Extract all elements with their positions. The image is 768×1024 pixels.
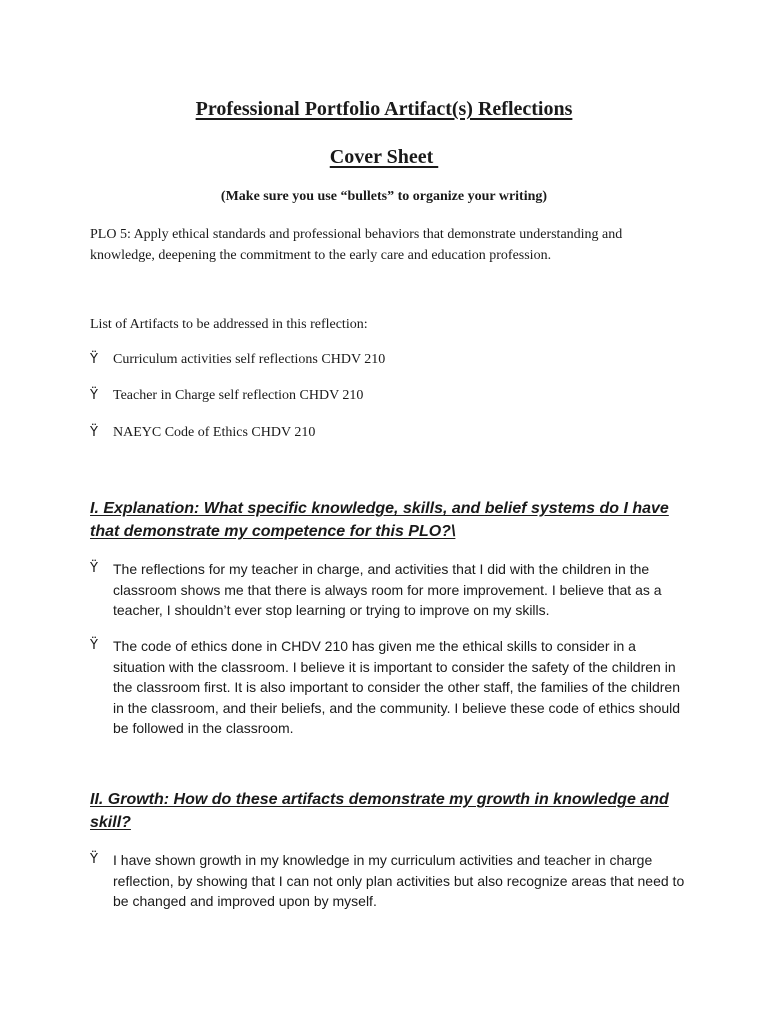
artifact-label: NAEYC Code of Ethics CHDV 210 bbox=[113, 425, 316, 440]
explanation-bullet bbox=[90, 559, 690, 621]
section-heading-explanation: I. Explanation: What specific knowledge, skills, and belief systems do I have that demonstrate my competence for this PLO?\ bbox=[90, 500, 669, 540]
bullet-text: The code of ethics done in CHDV 210 has given me the ethical skills to consider in a situation with the classroom. I believe it is important to consider the safety of the children in the classroom first. It is also important to consider the other staff, the families of the children in the classroom, and their beliefs, and the community. I believe these code of ethics should be followed in the classroom. bbox=[113, 638, 681, 736]
bullet-icon: Ÿ bbox=[90, 852, 98, 867]
artifact-list-intro: List of Artifacts to be addressed in this reflection: bbox=[90, 317, 368, 332]
bullet-icon: Ÿ bbox=[90, 561, 98, 576]
section-heading-growth: II. Growth: How do these artifacts demonstrate my growth in knowledge and skill? bbox=[90, 791, 669, 831]
artifact-label: Curriculum activities self reflections CHDV 210 bbox=[113, 352, 386, 367]
bullet-icon: Ÿ bbox=[90, 425, 98, 440]
explanation-bullet bbox=[90, 636, 690, 739]
bullet-text: The reflections for my teacher in charge, and activities that I did with the children in the classroom shows me that there is always room for more improvement. I believe that as a teacher, I shouldn’t ever stop learning or trying to improve on my skills. bbox=[113, 561, 662, 618]
bullet-text: I have shown growth in my knowledge in my curriculum activities and teacher in charge reflection, by showing that I can not only plan activities but also recognize areas that need to be changed and improved upon by myself. bbox=[113, 852, 685, 909]
bullet-icon: Ÿ bbox=[90, 388, 98, 403]
bullet-icon: Ÿ bbox=[90, 352, 98, 367]
document-subtitle: Cover Sheet bbox=[329, 146, 439, 168]
plo-statement: PLO 5: Apply ethical standards and professional behaviors that demonstrate understanding and knowledge, deepening the commitment to the early care and education profession. bbox=[90, 227, 623, 263]
bullet-icon: Ÿ bbox=[90, 638, 98, 653]
growth-bullet bbox=[90, 850, 690, 912]
document-title: Professional Portfolio Artifact(s) Reflections bbox=[195, 98, 573, 120]
instruction-note: (Make sure you use “bullets” to organize your writing) bbox=[220, 189, 548, 204]
artifact-label: Teacher in Charge self reflection CHDV 210 bbox=[113, 388, 364, 403]
